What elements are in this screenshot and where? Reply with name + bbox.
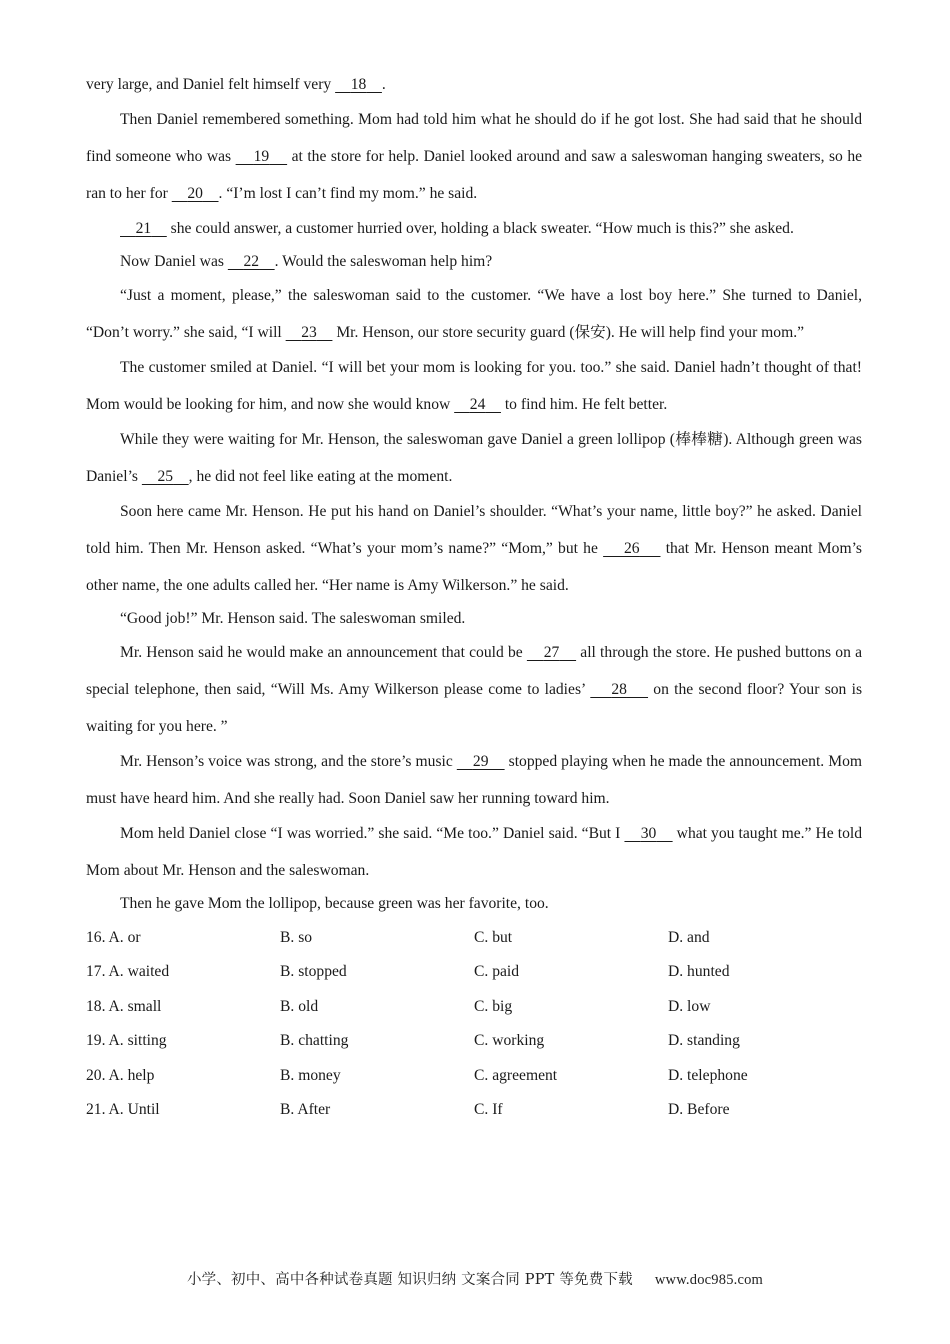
option-16-d: D. and	[668, 929, 710, 946]
text: to find him. He felt better.	[500, 396, 668, 413]
text: While they were waiting for Mr. Henson, the saleswoman gave Daniel a green lollipop (棒棒糖). Although green was Daniel’s	[86, 431, 862, 485]
option-row-18	[86, 990, 862, 1024]
option-18-a: 18. A. small	[86, 997, 162, 1015]
option-17-b: B. stopped	[280, 963, 347, 981]
blank-18	[335, 76, 382, 93]
text: “Good job!” Mr. Henson said. The saleswoman smiled.	[120, 610, 466, 627]
option-18-d: D. low	[668, 997, 711, 1015]
option-row-19	[86, 1024, 862, 1058]
paragraph-9	[86, 634, 862, 745]
option-18-c: C. big	[474, 997, 513, 1015]
text: what you taught me.” He told Mom about Mr. Henson and the saleswoman.	[86, 825, 863, 879]
blank-21	[120, 220, 167, 237]
page-footer	[0, 1268, 950, 1289]
text: Mr. Henson said he would make an announcement that could be	[120, 644, 527, 661]
option-17-c: C. paid	[474, 963, 520, 981]
option-17-d: D. hunted	[668, 963, 730, 981]
paragraph-3	[86, 245, 862, 279]
blank-28	[590, 681, 648, 698]
option-16-c: C. but	[474, 929, 513, 946]
text: , he did not feel like eating at the moment.	[188, 468, 453, 485]
paragraph-12	[86, 887, 862, 921]
blank-number: 29	[472, 753, 489, 770]
text: Then Daniel remembered something. Mom had told him what he should do if he got lost. She had said that he should find someone who was	[86, 111, 862, 165]
footer-text: 小学、初中、高中各种试卷真题 知识归纳 文案合同 PPT 等免费下载	[186, 1272, 633, 1288]
text: Then he gave Mom the lollipop, because green was her favorite, too.	[120, 895, 549, 912]
option-row-16	[86, 921, 862, 955]
paragraph-2	[86, 210, 862, 247]
option-19-b: B. chatting	[280, 1032, 349, 1050]
text: she could answer, a customer hurried over, holding a black sweater. “How much is this?” she asked.	[166, 220, 794, 237]
footer-site-link[interactable]: www.doc985.com	[654, 1272, 764, 1288]
paragraph-0	[86, 66, 862, 103]
text: on the second floor? Your son is waiting for you here. ”	[86, 681, 863, 735]
blank-29	[457, 753, 505, 770]
option-21-a: 21. A. Until	[86, 1100, 160, 1118]
paragraph-5	[86, 349, 862, 423]
answer-options	[86, 921, 862, 1127]
option-21-c: C. If	[474, 1100, 503, 1118]
text: . Would the saleswoman help him?	[274, 253, 493, 270]
text: The customer smiled at Daniel. “I will bet your mom is looking for you. too.” she said. Daniel hadn’t thought of that! Mom would be looking for him, and now she would know	[86, 359, 862, 413]
blank-number: 28	[611, 681, 627, 698]
option-19-a: 19. A. sitting	[86, 1032, 167, 1050]
blank-number: 18	[350, 76, 367, 93]
blank-number: 19	[253, 148, 270, 165]
paragraph-1	[86, 101, 862, 212]
paragraph-10	[86, 743, 862, 817]
option-21-d: D. Before	[668, 1100, 730, 1118]
paragraph-6	[86, 421, 862, 495]
text: at the store for help. Daniel looked around and saw a saleswoman hanging sweaters, so he ran to her for	[86, 148, 863, 202]
blank-number: 23	[301, 324, 317, 341]
blank-number: 27	[543, 644, 560, 661]
text: . “I’m lost I can’t find my mom.” he said.	[218, 185, 478, 202]
option-row-20	[86, 1059, 862, 1093]
option-21-b: B. After	[280, 1100, 331, 1118]
blank-number: 22	[243, 253, 260, 270]
blank-24	[454, 396, 501, 413]
blank-number: 26	[624, 540, 640, 557]
text: stopped playing when he made the announcement. Mom must have heard him. And she really had. Soon Daniel saw her running toward him.	[86, 753, 863, 807]
blank-26	[603, 540, 660, 557]
blank-23	[286, 324, 333, 341]
blank-25	[142, 468, 189, 485]
blank-30	[624, 825, 672, 842]
option-19-c: C. working	[474, 1032, 545, 1050]
blank-number: 24	[469, 396, 486, 413]
blank-19	[236, 148, 288, 165]
text: all through the store. He pushed buttons on a special telephone, then said, “Will Ms. Amy Wilkerson please come to ladies’	[86, 644, 863, 698]
text: Mom held Daniel close “I was worried.” she said. “Me too.” Daniel said. “But I	[120, 825, 625, 842]
option-18-b: B. old	[280, 997, 319, 1015]
blank-27	[527, 644, 576, 661]
blank-number: 20	[187, 185, 203, 202]
option-16-b: B. so	[280, 929, 313, 946]
text: very large, and Daniel felt himself very	[86, 76, 336, 93]
text: Mr. Henson, our store security guard (保安). He will help find your mom.”	[332, 324, 805, 341]
blank-number: 25	[157, 468, 174, 485]
text: Mr. Henson’s voice was strong, and the store’s music	[120, 753, 457, 770]
paragraph-11	[86, 815, 862, 889]
option-20-d: D. telephone	[668, 1066, 748, 1084]
option-19-d: D. standing	[668, 1032, 740, 1050]
option-20-c: C. agreement	[474, 1066, 558, 1084]
text: “Just a moment, please,” the saleswoman said to the customer. “We have a lost boy here.” She turned to Daniel, “Don’t worry.” she said, “I will	[86, 287, 862, 341]
option-17-a: 17. A. waited	[86, 963, 170, 981]
text: .	[381, 76, 386, 93]
document-page	[86, 66, 862, 1127]
paragraph-8	[86, 602, 862, 636]
blank-20	[172, 185, 219, 202]
option-row-21	[86, 1093, 862, 1127]
option-16-a: 16. A. or	[86, 929, 141, 946]
option-20-b: B. money	[280, 1066, 341, 1084]
blank-number: 30	[640, 825, 657, 842]
text: Now Daniel was	[120, 253, 228, 270]
blank-22	[228, 253, 275, 270]
blank-number: 21	[135, 220, 152, 237]
paragraph-7	[86, 493, 862, 604]
option-20-a: 20. A. help	[86, 1066, 155, 1084]
paragraph-4	[86, 277, 862, 351]
option-row-17	[86, 955, 862, 989]
text: Soon here came Mr. Henson. He put his hand on Daniel’s shoulder. “What’s your name, little boy?” he asked. Daniel told him. Then Mr. Henson asked. “What’s your mom’s name?” “Mom,” but he	[86, 503, 862, 557]
text: that Mr. Henson meant Mom’s other name, the one adults called her. “Her name is Amy Wilkerson.” he said.	[86, 540, 863, 594]
